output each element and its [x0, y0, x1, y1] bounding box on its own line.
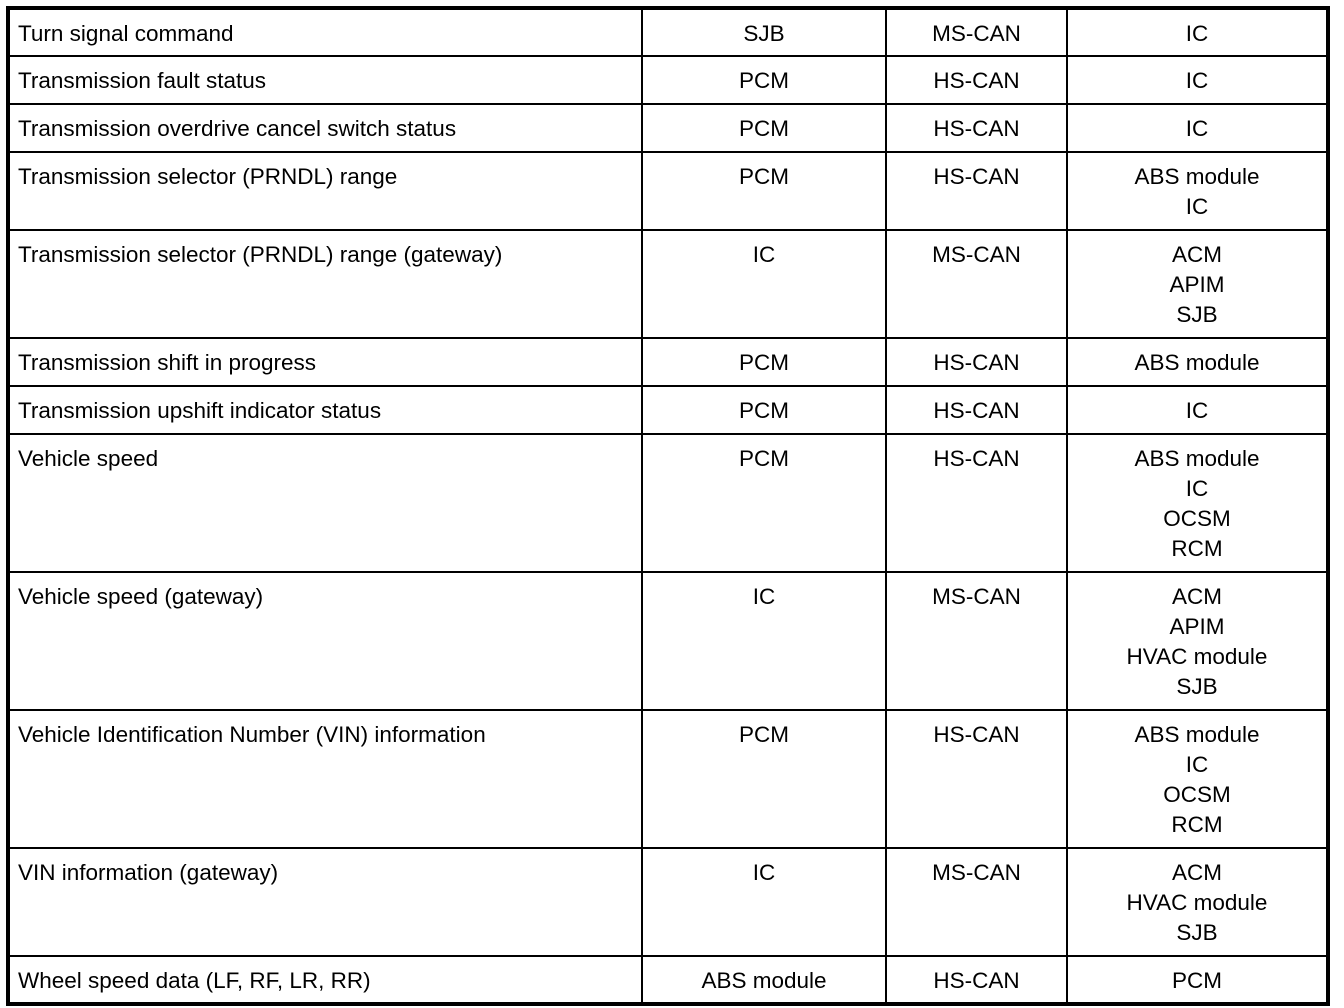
- receivers-cell: [1067, 230, 1328, 338]
- network-cell: [886, 434, 1067, 572]
- message-name: Transmission upshift indicator status: [18, 398, 382, 423]
- message-name: Vehicle speed (gateway): [18, 584, 264, 609]
- originator-module: SJB: [743, 21, 785, 46]
- message-cell: [8, 152, 642, 230]
- message-cell: [8, 386, 642, 434]
- table-row: [8, 848, 1328, 956]
- table-row: [8, 104, 1328, 152]
- table-row: [8, 56, 1328, 104]
- receiver-module: IC: [1185, 398, 1209, 423]
- network-type: HS-CAN: [933, 446, 1020, 471]
- receivers-cell: [1067, 152, 1328, 230]
- originator-module: IC: [752, 242, 776, 267]
- receiver-module: SJB: [1176, 302, 1218, 327]
- table-row: [8, 434, 1328, 572]
- network-cell: [886, 104, 1067, 152]
- receivers-cell: [1067, 338, 1328, 386]
- network-type: HS-CAN: [933, 398, 1020, 423]
- network-type: HS-CAN: [933, 116, 1020, 141]
- originator-cell: [642, 572, 886, 710]
- originator-module: IC: [752, 584, 776, 609]
- originator-cell: [642, 848, 886, 956]
- network-cell: [886, 572, 1067, 710]
- receiver-module: RCM: [1171, 536, 1223, 561]
- table-row: [8, 386, 1328, 434]
- receiver-module: SJB: [1176, 920, 1218, 945]
- message-cell: [8, 56, 642, 104]
- receiver-module: ACM: [1172, 584, 1222, 609]
- receiver-module: ACM: [1172, 860, 1222, 885]
- receivers-cell: [1067, 104, 1328, 152]
- originator-module: PCM: [739, 398, 789, 423]
- network-type: MS-CAN: [932, 21, 1021, 46]
- originator-module: IC: [752, 860, 776, 885]
- network-cell: [886, 56, 1067, 104]
- originator-module: PCM: [739, 350, 789, 375]
- message-name: Transmission fault status: [18, 68, 267, 93]
- message-name: Transmission shift in progress: [18, 350, 317, 375]
- receivers-cell: [1067, 572, 1328, 710]
- network-cell: [886, 710, 1067, 848]
- receiver-module: IC: [1185, 116, 1209, 141]
- receiver-module: APIM: [1169, 272, 1225, 297]
- network-cell: [886, 956, 1067, 1004]
- table-body: [8, 8, 1328, 1004]
- network-type: HS-CAN: [933, 164, 1020, 189]
- message-cell: [8, 434, 642, 572]
- originator-module: PCM: [739, 116, 789, 141]
- receiver-module: RCM: [1171, 812, 1223, 837]
- network-cell: [886, 338, 1067, 386]
- receiver-module: OCSM: [1163, 782, 1231, 807]
- message-cell: [8, 848, 642, 956]
- table-row: [8, 8, 1328, 56]
- receiver-module: HVAC module: [1126, 890, 1268, 915]
- table-row: [8, 230, 1328, 338]
- network-cell: [886, 386, 1067, 434]
- originator-cell: [642, 230, 886, 338]
- receiver-module: OCSM: [1163, 506, 1231, 531]
- network-type: MS-CAN: [932, 242, 1021, 267]
- message-cell: [8, 230, 642, 338]
- originator-module: PCM: [739, 446, 789, 471]
- originator-cell: [642, 338, 886, 386]
- originator-module: PCM: [739, 68, 789, 93]
- receivers-cell: [1067, 8, 1328, 56]
- receiver-module: ABS module: [1134, 446, 1260, 471]
- message-cell: [8, 956, 642, 1004]
- network-type: HS-CAN: [933, 68, 1020, 93]
- message-name: Turn signal command: [18, 21, 234, 46]
- receiver-module: ABS module: [1134, 722, 1260, 747]
- network-type: MS-CAN: [932, 860, 1021, 885]
- network-cell: [886, 848, 1067, 956]
- message-name: Transmission selector (PRNDL) range: [18, 164, 398, 189]
- network-message-table: [6, 6, 1330, 1006]
- message-name: Transmission overdrive cancel switch status: [18, 116, 457, 141]
- receiver-module: IC: [1185, 68, 1209, 93]
- network-type: HS-CAN: [933, 722, 1020, 747]
- originator-cell: [642, 386, 886, 434]
- table-row: [8, 710, 1328, 848]
- receiver-module: IC: [1185, 476, 1209, 501]
- receivers-cell: [1067, 710, 1328, 848]
- table-row: [8, 338, 1328, 386]
- receiver-module: APIM: [1169, 614, 1225, 639]
- message-cell: [8, 104, 642, 152]
- network-type: MS-CAN: [932, 584, 1021, 609]
- receiver-module: IC: [1185, 21, 1209, 46]
- message-name: Vehicle Identification Number (VIN) information: [18, 722, 486, 747]
- receiver-module: IC: [1185, 752, 1209, 777]
- originator-cell: [642, 956, 886, 1004]
- originator-module: PCM: [739, 164, 789, 189]
- message-cell: [8, 572, 642, 710]
- originator-cell: [642, 104, 886, 152]
- receiver-module: HVAC module: [1126, 644, 1268, 669]
- receivers-cell: [1067, 56, 1328, 104]
- message-name: VIN information (gateway): [18, 860, 279, 885]
- originator-cell: [642, 710, 886, 848]
- network-cell: [886, 8, 1067, 56]
- receiver-module: PCM: [1172, 968, 1222, 993]
- receivers-cell: [1067, 386, 1328, 434]
- receivers-cell: [1067, 956, 1328, 1004]
- originator-cell: [642, 152, 886, 230]
- receiver-module: SJB: [1176, 674, 1218, 699]
- originator-cell: [642, 8, 886, 56]
- message-cell: [8, 710, 642, 848]
- receiver-module: ABS module: [1134, 350, 1260, 375]
- receiver-module: ACM: [1172, 242, 1222, 267]
- receiver-module: ABS module: [1134, 164, 1260, 189]
- receiver-module: IC: [1185, 194, 1209, 219]
- network-cell: [886, 230, 1067, 338]
- originator-cell: [642, 434, 886, 572]
- network-type: HS-CAN: [933, 350, 1020, 375]
- message-name: Vehicle speed: [18, 446, 159, 471]
- receivers-cell: [1067, 434, 1328, 572]
- message-cell: [8, 8, 642, 56]
- originator-module: PCM: [739, 722, 789, 747]
- message-name: Transmission selector (PRNDL) range (gateway): [18, 242, 503, 267]
- table-row: [8, 572, 1328, 710]
- originator-cell: [642, 56, 886, 104]
- receivers-cell: [1067, 848, 1328, 956]
- message-name: Wheel speed data (LF, RF, LR, RR): [18, 968, 371, 993]
- table-row: [8, 956, 1328, 1004]
- network-cell: [886, 152, 1067, 230]
- network-type: HS-CAN: [933, 968, 1020, 993]
- originator-module: ABS module: [701, 968, 827, 993]
- table-row: [8, 152, 1328, 230]
- message-cell: [8, 338, 642, 386]
